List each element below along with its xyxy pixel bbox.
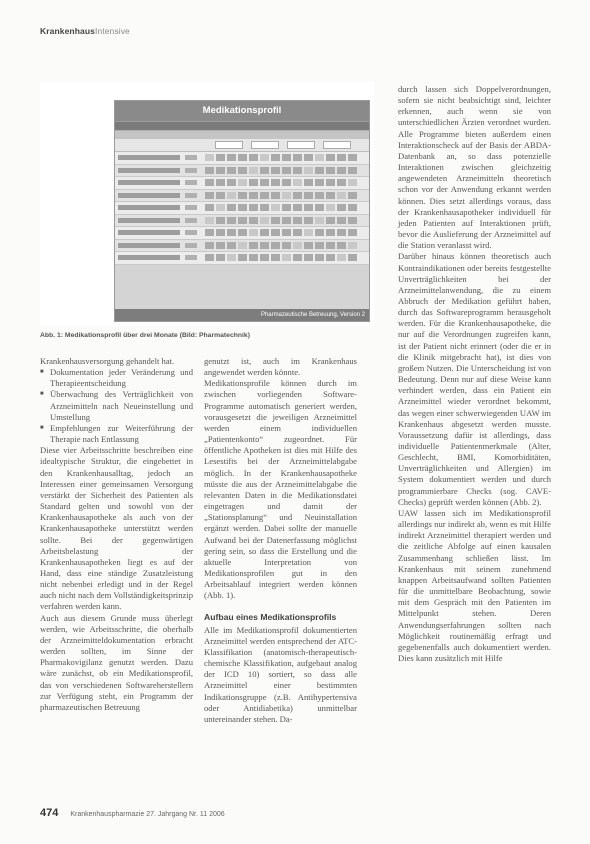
row-cell	[337, 192, 346, 199]
row-cells	[205, 154, 357, 161]
row-cell	[227, 204, 236, 211]
row-cell	[249, 154, 258, 161]
row-cell	[348, 229, 357, 236]
row-cell	[216, 254, 225, 261]
row-cell	[216, 242, 225, 249]
row-cell	[238, 179, 247, 186]
row-cell	[326, 204, 335, 211]
page-number: 474	[40, 807, 59, 819]
col1-paragraph-3: Auch aus diesem Grunde muss überlegt werden, wie Arbeitsschritte, die oberhalb der Arzneimitteldokumentation erbracht werden sollten, im Sinne der Pharmakovigilanz genutzt werden. Dazu wäre zunächst, ob ein Medikationsprofil, das von verschiedenen Softwareherstellern zur Verfügung steht, ein Programm der pharmazeutischen Betreuung	[40, 612, 193, 712]
row-cell	[216, 167, 225, 174]
row-cells	[205, 179, 357, 186]
row-cell	[293, 192, 302, 199]
row-cell	[249, 179, 258, 186]
row-cell	[205, 179, 214, 186]
row-cell	[348, 167, 357, 174]
row-cells	[205, 204, 357, 211]
row-cell	[260, 254, 269, 261]
row-cell	[260, 167, 269, 174]
row-cell	[304, 154, 313, 161]
row-cell	[337, 254, 346, 261]
row-label-block	[118, 180, 180, 185]
figure-date-header	[115, 139, 369, 152]
row-cell	[326, 167, 335, 174]
row-cell	[271, 154, 280, 161]
row-cell	[337, 242, 346, 249]
row-cell	[249, 229, 258, 236]
row-cell	[315, 204, 324, 211]
row-cell	[315, 242, 324, 249]
row-cell	[337, 154, 346, 161]
row-cell	[282, 192, 291, 199]
row-cell	[348, 179, 357, 186]
figure-caption: Abb. 1: Medikationsprofil über drei Monate (Bild: Pharmatechnik)	[40, 332, 250, 339]
row-label-block	[118, 155, 180, 160]
row-label-block	[118, 218, 180, 223]
col3-paragraph-1: durch lassen sich Doppelverordnungen, sofern sie nicht beabsichtigt sind, leichter erkennen, auch wenn sie von unterschiedlichen Ärzten verordnet wurden. Alle Programme bieten außerdem einen Interaktionscheck auf der Basis der ABDA-Datenbank an, so dass potenzielle Interaktionen zwischen gleichzeitig angewendeten Arzneimitteln theoretisch schon vor der Anwendung erkannt werden können. Dies setzt allerdings voraus, dass der Krankenhausapotheker individuell für jeden Patienten auf Interaktionen prüft, bevor die Auslieferung der Arzneimittel auf die Station veranlasst wird.	[398, 84, 551, 251]
row-cell	[282, 242, 291, 249]
running-head	[40, 26, 130, 36]
figure-toolbar-secondary	[115, 130, 369, 139]
row-cell	[271, 179, 280, 186]
section-heading: Aufbau eines Medikationsprofils	[204, 612, 337, 623]
row-cell	[216, 204, 225, 211]
row-cells	[205, 242, 357, 249]
journal-line: Krankenhauspharmazie 27. Jahrgang Nr. 11 2006	[70, 811, 225, 818]
row-cell	[348, 192, 357, 199]
row-cell	[216, 229, 225, 236]
row-cell	[260, 242, 269, 249]
col2-paragraph-2: Medikationsprofile können durch im zwischen vorliegenden Software-Programme automatisch generiert werden, vorausgesetzt die jeweiligen Arzneimittel werden einem individuellen „Patientenkonto“ zugeordnet. Für öffentliche Apotheken ist dies mit Hilfe des Lesestifts bei der Arzneimittelabgabe möglich. In der Krankenhausapotheke müsste die aus der Arzneimittelabgabe die relevanten Daten in die Medikationsdatei eingetragen und damit der „Stationsplanung“ und Neuinstallation ergänzt werden. Dabei sollte der manuelle Aufwand bei der Datenerfassung möglichst gering sein, so dass die Erstellung und die aktuelle Interpretation von Medikationsprofilen gut in den Arbeitsablauf integriert werden können (Abb. 1).	[204, 378, 357, 601]
row-cell	[238, 154, 247, 161]
row-cell	[260, 154, 269, 161]
row-cell	[337, 204, 346, 211]
row-cell	[326, 217, 335, 224]
row-cell	[271, 167, 280, 174]
running-head-sub: Intensive	[94, 26, 130, 36]
figure-footer: Pharmazeutische Betreuung, Version 2	[115, 309, 369, 321]
row-cell	[293, 254, 302, 261]
row-cell	[282, 154, 291, 161]
row-cell	[315, 154, 324, 161]
column-1	[40, 356, 193, 713]
row-cell	[304, 229, 313, 236]
row-cell	[326, 242, 335, 249]
row-cell	[293, 217, 302, 224]
row-cell	[260, 217, 269, 224]
figure-toolbar	[115, 121, 369, 130]
row-cell	[293, 167, 302, 174]
row-label-block	[118, 193, 180, 198]
row-cell	[293, 204, 302, 211]
row-cells	[205, 192, 357, 199]
row-cell	[304, 192, 313, 199]
row-cell	[337, 217, 346, 224]
row-cell	[315, 192, 324, 199]
row-cell	[315, 254, 324, 261]
row-cell	[282, 204, 291, 211]
column-3	[398, 84, 551, 664]
row-cell	[282, 254, 291, 261]
row-cell	[282, 179, 291, 186]
row-cell	[282, 229, 291, 236]
row-cell	[227, 179, 236, 186]
row-code-block	[185, 168, 197, 173]
row-cell	[304, 217, 313, 224]
row-cell	[348, 154, 357, 161]
figure-title: Medikationsprofil	[115, 101, 369, 121]
row-cell	[271, 254, 280, 261]
row-cell	[348, 204, 357, 211]
col2-paragraph-3: Alle im Medikationsprofil dokumentierten Arzneimittel werden entsprechend der ATC-Klassifikation (anatomisch-therapeutisch-chemische Klassifikation, aufgebaut analog der ICD 10) sortiert, so dass alle Arzneimittel einer bestimmten Indikationsgruppe (z.B. Antihypertensiva oder Antidiabetika) unmittelbar untereinander stehen. Da-	[204, 624, 357, 724]
row-cell	[227, 192, 236, 199]
bullet-item: ■ Empfehlungen zur Weiterführung der Therapie nach Entlassung	[40, 423, 193, 445]
row-cell	[205, 204, 214, 211]
row-cell	[271, 242, 280, 249]
row-cell	[304, 204, 313, 211]
row-code-block	[185, 180, 197, 185]
row-cell	[282, 217, 291, 224]
row-cell	[304, 254, 313, 261]
row-cell	[227, 242, 236, 249]
row-cell	[205, 242, 214, 249]
col3-paragraph-2: Darüber hinaus können theoretisch auch Kontraindikationen oder bereits festgestellte Unverträglichkeiten bei der Arzneimittelanwendung, die zu einem Abbruch der Medikation geführt haben, durch das Softwareprogramm herausgeholt werden. Für die Krankenhausapotheke, die nur auf die Verordnungen zugreifen kann, ist der Patient nicht erinnert (oder die er in die Klinik mitgebracht hat), ist dies von großem Nutzen. Die Unterscheidung ist von Bedeutung. Denn nur auf diese Weise kann verhindert werden, dass ein Patient ein Arzneimittel wieder verordnet bekommt, das wegen einer schwerwiegenden UAW im Krankenhaus abgesetzt werden musste. Voraussetzung dafür ist allerdings, dass individuelle Patientenmerkmale (Alter, Geschlecht, BMI, Komorbiditäten, Unverträglichkeiten und Allergien) im System dokumentiert werden und durch programmierbare Checks (sog. CAVE-Checks) geprüft werden können (Abb. 2).	[398, 251, 551, 507]
row-cells	[205, 229, 357, 236]
row-code-block	[185, 243, 197, 248]
row-label-block	[118, 243, 180, 248]
row-cell	[227, 167, 236, 174]
row-cell	[205, 154, 214, 161]
row-code-block	[185, 218, 197, 223]
row-cell	[260, 192, 269, 199]
row-cells	[205, 217, 357, 224]
row-cell	[238, 242, 247, 249]
row-cell	[337, 167, 346, 174]
row-label-block	[118, 168, 180, 173]
row-cell	[326, 192, 335, 199]
row-cell	[326, 254, 335, 261]
row-cell	[249, 242, 258, 249]
row-cell	[348, 254, 357, 261]
row-cell	[227, 217, 236, 224]
row-cell	[293, 242, 302, 249]
row-cell	[348, 217, 357, 224]
figure-table-row	[115, 227, 369, 240]
row-cell	[249, 254, 258, 261]
row-cell	[304, 167, 313, 174]
row-cell	[293, 179, 302, 186]
figure-table-row	[115, 190, 369, 203]
row-cell	[205, 167, 214, 174]
col2-paragraph-1: genutzt ist, auch im Krankenhaus angewendet werden könnte.	[204, 356, 357, 378]
bullet-item: ■ Dokumentation jeder Veränderung und Therapieentscheidung	[40, 367, 193, 389]
row-cell	[337, 179, 346, 186]
row-cell	[271, 192, 280, 199]
row-code-block	[185, 193, 197, 198]
row-code-block	[185, 230, 197, 235]
row-cells	[205, 254, 357, 261]
col3-paragraph-3: UAW lassen sich im Medikationsprofil allerdings nur indirekt ab, wenn es mit Hilfe indirekt Arzneimittel therapiert werden und die zeitliche Abfolge auf einen kausalen Zusammenhang schließen lässt. Im Krankenhaus mit seinem zunehmend knappen Arbeitsaufwand sollten Patienten für die unmittelbare Beobachtung, sowie mit dem Gespräch mit den Patienten im Mittelpunkt stehen. Deren Anwendungserfahrungen sollten nach Möglichkeit routinemäßig erfragt und gegebenenfalls auch dokumentiert werden. Dies kann zusätzlich mit Hilfe	[398, 507, 551, 663]
figure-table-row	[115, 240, 369, 253]
row-cell	[315, 229, 324, 236]
row-code-block	[185, 155, 197, 160]
row-cell	[271, 204, 280, 211]
row-cell	[238, 192, 247, 199]
row-cell	[216, 154, 225, 161]
figure-table-row	[115, 215, 369, 228]
row-cell	[216, 192, 225, 199]
row-cell	[205, 254, 214, 261]
figure-rows	[115, 152, 369, 265]
row-cell	[271, 229, 280, 236]
row-cell	[282, 167, 291, 174]
figure-table-row	[115, 177, 369, 190]
row-cell	[348, 242, 357, 249]
page-footer	[40, 807, 225, 819]
row-cell	[216, 217, 225, 224]
col1-paragraph-2: Diese vier Arbeitsschritte beschreiben eine idealtypische Struktur, die eingebettet in den Krankenhausalltag, jedoch an Interessen einer gemeinsamen Versorgung verstärkt der Sicherheit des Patienten als Standard gelten und sowohl von der Krankenhausapotheke als auch von der Krankenhausapotheke unterstützt werden sollte. Bei der gegenwärtigen Arbeitsbelastung der Krankenhausapotheken liegt es auf der Hand, dass eine ständige Zusatzleistung nicht nebenbei erledigt und in der Regel auch nicht nach dem Vollständigkeitsprinzip verfahren werden kann.	[40, 445, 193, 612]
row-cell	[238, 167, 247, 174]
row-label-block	[118, 205, 180, 210]
row-cell	[227, 154, 236, 161]
row-cell	[216, 179, 225, 186]
row-cell	[315, 179, 324, 186]
figure-table-row	[115, 152, 369, 165]
column-2	[204, 356, 357, 725]
row-cell	[205, 192, 214, 199]
row-cell	[260, 229, 269, 236]
screenshot-window	[114, 100, 370, 322]
row-cell	[249, 217, 258, 224]
col1-bullet-list	[40, 367, 193, 445]
row-cell	[337, 229, 346, 236]
figure-table-row	[115, 252, 369, 265]
row-cell	[326, 179, 335, 186]
row-label-block	[118, 230, 180, 235]
bullet-item: ■ Überwachung des Verträglichkeit von Arzneimitteln nach Neueinstellung und Umstellung	[40, 389, 193, 422]
row-cell	[205, 229, 214, 236]
row-cell	[249, 192, 258, 199]
figure-table-row	[115, 165, 369, 178]
row-cell	[249, 167, 258, 174]
row-cell	[205, 217, 214, 224]
row-cell	[293, 229, 302, 236]
row-cell	[315, 167, 324, 174]
row-cell	[326, 229, 335, 236]
running-head-section: Krankenhaus	[40, 26, 95, 36]
row-cell	[249, 204, 258, 211]
row-cell	[238, 229, 247, 236]
row-cell	[238, 217, 247, 224]
row-code-block	[185, 255, 197, 260]
row-cell	[304, 242, 313, 249]
row-label-block	[118, 255, 180, 260]
row-cell	[326, 154, 335, 161]
figure-medikationsprofil	[40, 82, 374, 326]
row-code-block	[185, 205, 197, 210]
row-cell	[271, 217, 280, 224]
row-cell	[293, 154, 302, 161]
row-cell	[227, 229, 236, 236]
row-cell	[260, 179, 269, 186]
row-cell	[260, 204, 269, 211]
row-cell	[315, 217, 324, 224]
row-cell	[227, 254, 236, 261]
row-cells	[205, 167, 357, 174]
figure-table-row	[115, 202, 369, 215]
row-cell	[238, 204, 247, 211]
row-cell	[238, 254, 247, 261]
row-cell	[304, 179, 313, 186]
col1-paragraph-1: Krankenhausversorgung gehandelt hat.	[40, 356, 175, 366]
